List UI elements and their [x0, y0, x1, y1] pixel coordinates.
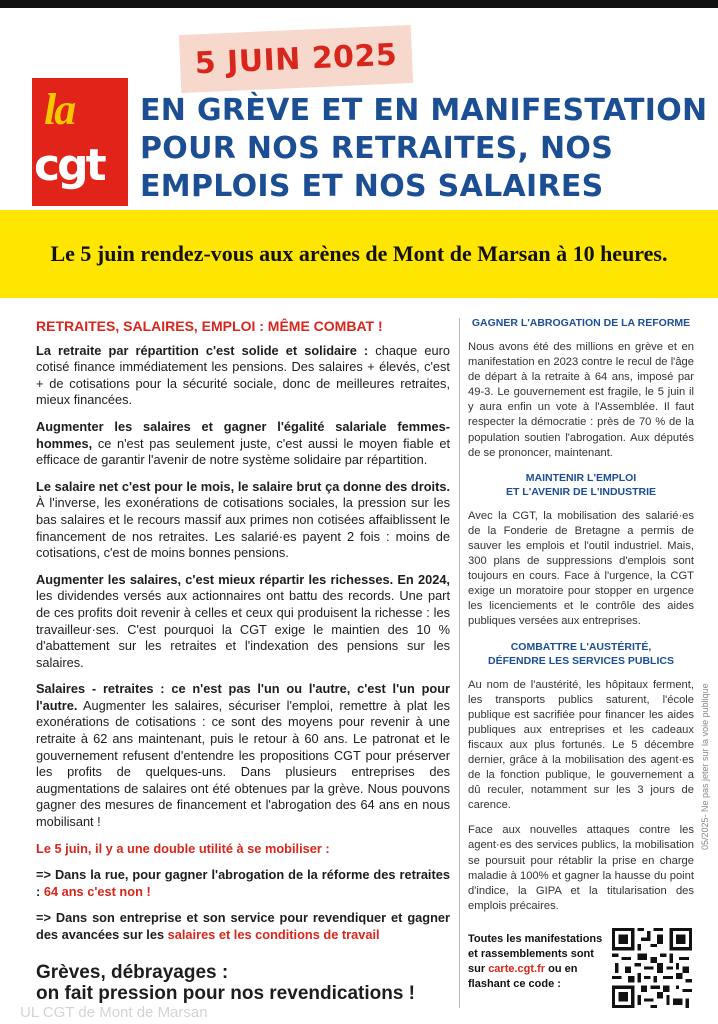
paragraph-salaires-egalite — [36, 419, 450, 469]
section-title-emploi — [468, 471, 694, 499]
qr-caption-line-2: ou en flashant ce code : — [468, 963, 578, 990]
section-title-austerite-line-2: DÉFENDRE LES SERVICES PUBLICS — [488, 654, 674, 667]
section-text-abrogation: Nous avons été des millions en grève et en manifestation en 2023 contre le recul de l'âge de départ à la retraite à 64 ans, imposé par 49-3. Le gouvernement est fragile, le 5 juin il y aura enfin un vote à l'Assemblée. Il faut respecter la démocratie : près de 70 % de la population soutien l'abrogation. Aux députés de se prononcer, maintenant. — [468, 341, 694, 459]
paragraph-salaires-retraites-lead: Salaires - retraites : ce n'est pas l'un ou l'autre, c'est l'un pour l'autre. — [36, 681, 450, 713]
paragraph-salaire-net — [36, 479, 450, 562]
headline-line-3: EMPLOIS ET NOS SALAIRES — [140, 169, 604, 204]
bullet-entreprise — [36, 910, 450, 943]
rendezvous-band — [0, 210, 718, 298]
headline-line-2: POUR NOS RETRAITES, NOS — [140, 131, 614, 166]
section-title-austerite-line-1: COMBATTRE L'AUSTÉRITÉ, — [510, 640, 652, 653]
paragraph-salaire-net-lead: Le salaire net c'est pour le mois, le salaire brut ça donne des droits. — [36, 478, 450, 494]
bullet-rue — [36, 867, 450, 900]
closing-line-1: Grèves, débrayages : — [36, 961, 229, 983]
qr-code-icon[interactable] — [612, 928, 692, 1008]
rendezvous-text: Le 5 juin rendez-vous aux arènes de Mont de Marsan à 10 heures. — [50, 241, 668, 266]
closing-line-2: on fait pression pour nos revendications ! — [36, 982, 415, 1004]
closing-slogan — [36, 962, 450, 1004]
left-column — [36, 318, 450, 1004]
bullet-entreprise-highlight: salaires et les conditions de travail — [167, 927, 380, 942]
section-title-abrogation: GAGNER L'ABROGATION DE LA REFORME — [471, 317, 691, 329]
section-text-austerite-2: Face aux nouvelles attaques contre les agent·es des services publics, la mobilisation se poursuit pour rétablir la prise en charge maladie à 100% et gagner la hausse du point d'indice, la GIPA et la titularisation des emplois précaires. — [468, 824, 694, 912]
column-divider — [459, 318, 460, 1008]
left-section-title: RETRAITES, SALAIRES, EMPLOI : MÊME COMBAT ! — [36, 318, 383, 334]
utility-heading: Le 5 juin, il y a une double utilité à se mobiliser : — [36, 840, 330, 856]
paragraph-richesses-body: les dividendes versés aux actionnaires ont battu des records. Une part de ces profits doit revenir à celles et ceux qui produisent la richesse : les travailleur·ses. C'est pourquoi la CGT exige le maintien des 10 % d'abattement sur les retraites et l'indexation des pensions sur les salaires. — [36, 588, 450, 670]
bullet-entreprise-text: => Dans son entreprise et son service pour revendiquer et gagner des avancées sur les — [36, 910, 450, 942]
paragraph-retraite-lead: La retraite par répartition c'est solide et solidaire : — [36, 342, 369, 358]
headline — [140, 92, 708, 206]
paragraph-retraite — [36, 343, 450, 409]
section-title-emploi-line-2: ET L'AVENIR DE L'INDUSTRIE — [505, 485, 657, 498]
section-text-austerite-1: Au nom de l'austérité, les hôpitaux ferment, les transports publics saturent, l'école publique est sacrifiée pour financer les aides publiques aux entreprises et les cadeaux fiscaux aux plus fortunés. Le 5 décembre dernier, grâce à la mobilisation des agent·es de la fonction publique, le gouvernement a dû reculer, notamment sur les 3 jours de carence. — [468, 678, 694, 812]
section-text-emploi: Avec la CGT, la mobilisation des salarié·es de la Fonderie de Bretagne a permis de sauver les emplois et l'outil industriel. Mais, 300 plans de suppressions d'emplois sont toujours en cours. Face à l'urgence, la CGT exige un moratoire pour stopper en urgence les licenciements et le contrôle des aides publiques versées aux entreprises. — [468, 509, 694, 628]
paragraph-richesses-lead: Augmenter les salaires, c'est mieux répartir les richesses. En 2024, — [36, 571, 450, 587]
bullet-rue-text: => Dans la rue, pour gagner l'abrogation de la réforme des retraites : — [36, 867, 450, 899]
paragraph-salaires-egalite-lead: Augmenter les salaires et gagner l'égalité salariale femmes-hommes, — [36, 418, 450, 451]
paragraph-salaires-retraites-body: Augmenter les salaires, sécuriser l'emploi, remettre à plat les exonérations de cotisations : ce sont des moyens pour revenir à une retraite à 62 ans maintenant, puis le retour à 60 ans. Le patronat et le gouvernement refusent d'entendre les propositions CGT pour préserver les profits de quelques-uns. Dans plusieurs entreprises des augmentations de salaires ont été obtenues par la grève. Nous pouvons gagner des mesures de financement et l'abrogation des 64 ans en nous mobilisant ! — [36, 697, 450, 830]
date-banner — [179, 25, 413, 93]
logo-text-bottom: cgt — [34, 140, 104, 191]
qr-caption-line-1: Toutes les manifestations et rassemblements sont sur — [468, 933, 603, 975]
paragraph-salaires-retraites — [36, 681, 450, 830]
section-title-austerite — [468, 640, 694, 668]
carte-cgt-link[interactable]: carte.cgt.fr — [488, 963, 546, 975]
bullet-rue-highlight: 64 ans c'est non ! — [43, 883, 151, 899]
right-column — [468, 316, 694, 924]
date-banner-text: 5 JUIN 2025 — [194, 37, 398, 81]
header — [0, 8, 718, 210]
paragraph-salaire-net-body: À l'inverse, les exonérations de cotisations sociales, la pression sur les bas salaires et le recours massif aux primes non cotisées affaiblissent le financement de nos retraites. Les salarié·es payent 2 fois : moins de cotisations, c'est de moins bonnes pensions. — [36, 495, 450, 561]
side-note: 05/2025- Ne pas jeter sur la voie publique — [700, 683, 710, 850]
paragraph-salaires-egalite-body: ce n'est pas seulement juste, c'est aussi le moyen fiable et efficace de garantir l'avenir de notre système solidaire par répartition. — [36, 435, 450, 468]
footer-watermark: UL CGT de Mont de Marsan — [20, 1004, 208, 1021]
top-black-bar — [0, 0, 718, 8]
qr-caption — [468, 932, 608, 992]
cgt-logo — [32, 78, 128, 206]
paragraph-retraite-body: chaque euro cotisé finance immédiatement les pensions. Des salaires + élevés, c'est + de cotisations pour la sécurité sociale, donc de meilleures retraites, mieux financées. — [36, 342, 450, 408]
paragraph-richesses — [36, 572, 450, 672]
section-title-emploi-line-1: MAINTENIR L'EMPLOI — [525, 471, 637, 484]
logo-text-top: la — [44, 85, 75, 134]
headline-line-1: EN GRÈVE ET EN MANIFESTATION — [140, 93, 708, 128]
